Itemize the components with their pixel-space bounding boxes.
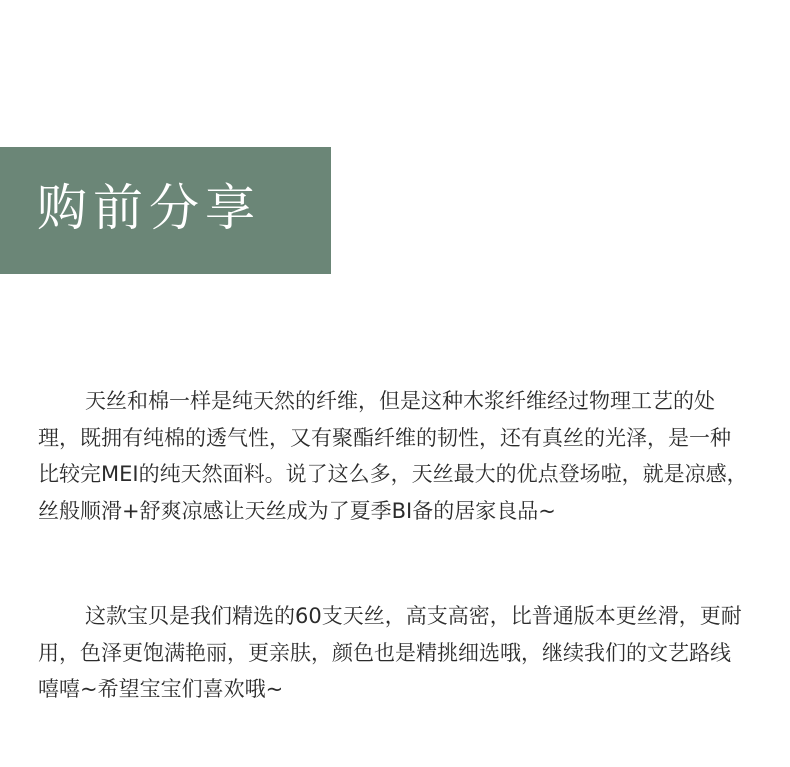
section-banner: [0, 147, 331, 274]
description-paragraph-product: 这款宝贝是我们精选的60支天丝，高支高密，比普通版本更丝滑，更耐用，色泽更饱满艳丽，更亲肤，颜色也是精挑细选哦，继续我们的文艺路线嘻嘻~希望宝宝们喜欢哦~: [38, 604, 742, 701]
description-paragraph-fabric: 天丝和棉一样是纯天然的纤维，但是这种木浆纤维经过物理工艺的处理，既拥有纯棉的透气性，又有聚酯纤维的韧性，还有真丝的光泽，是一种比较完MEI的纯天然面料。说了这么多，天丝最大的优点登场啦，就是凉感，丝般顺滑+舒爽凉感让天丝成为了夏季BI备的居家良品~: [38, 389, 748, 523]
section-title: 购前分享: [37, 179, 261, 237]
